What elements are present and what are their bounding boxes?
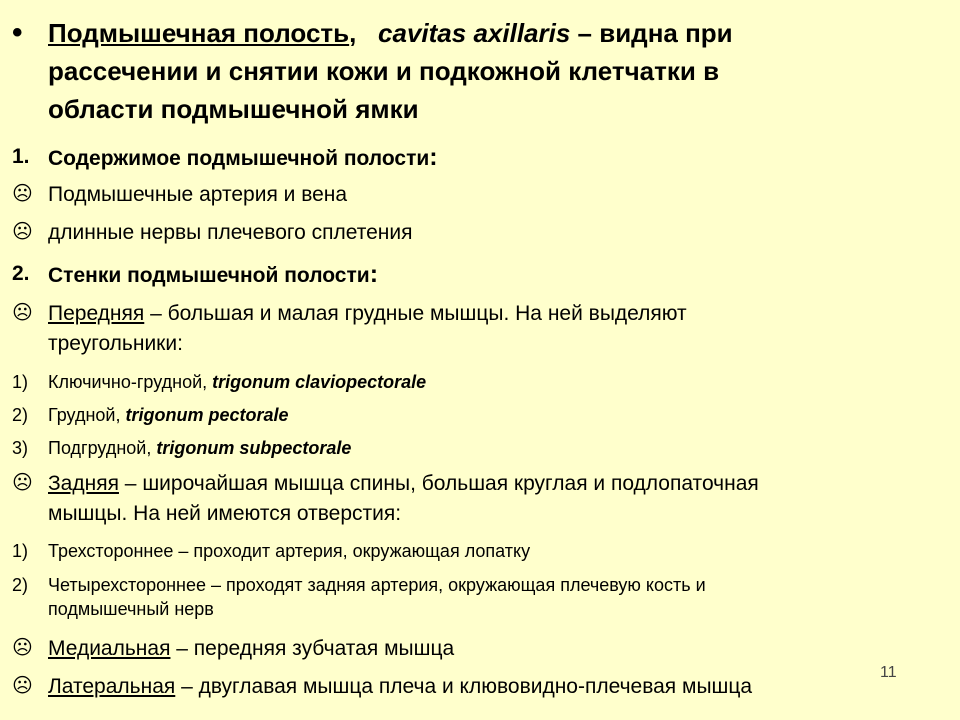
sub-list-number: 1) [12, 372, 29, 392]
sub-item-text-2: подмышечный нерв [48, 599, 214, 619]
heading-line-3: области подмышечной ямки [48, 94, 419, 124]
section-2-colon: : [369, 260, 379, 288]
page-number: 11 [880, 664, 897, 681]
sub-list-item [12, 573, 950, 621]
heading-term-lat: cavitas axillaris [378, 18, 571, 48]
sub-item-ru: Грудной, [48, 405, 126, 425]
wall-lateral [12, 672, 950, 702]
section-1-header [12, 144, 950, 172]
list-item [12, 218, 950, 248]
wall-lateral-desc: – двуглавая мышца плеча и клювовидно-плечевая мышца [175, 675, 753, 698]
bullet-dot: • [12, 16, 23, 49]
frown-bullet-icon: ☹ [12, 221, 33, 243]
wall-medial-desc: – передняя зубчатая мышца [170, 637, 455, 660]
sub-list-item [12, 370, 950, 394]
sub-list-item [12, 539, 950, 563]
frown-bullet-icon: ☹ [12, 472, 33, 494]
list-item-text: Подмышечные артерия и вена [48, 183, 348, 206]
frown-bullet-icon: ☹ [12, 637, 33, 659]
sub-item-lat: trigonum subpectorale [156, 438, 352, 458]
section-1-number: 1. [12, 145, 30, 168]
sub-list-number: 2) [12, 575, 29, 595]
sub-list-item [12, 403, 950, 427]
frown-bullet-icon: ☹ [12, 675, 33, 697]
sub-item-lat: trigonum clavіopectorale [212, 372, 427, 392]
sub-item-lat: trigonum pectorale [125, 405, 289, 425]
wall-anterior-desc-2: треугольники: [48, 332, 183, 355]
sub-item-text: Трехстороннее – проходит артерия, окружающая лопатку [48, 541, 531, 561]
sub-item-ru: Подгрудной, [48, 438, 157, 458]
wall-lateral-name: Латеральная [48, 675, 176, 698]
wall-medial [12, 634, 950, 664]
sub-list-number: 2) [12, 405, 29, 425]
section-2-header [12, 261, 950, 289]
list-item [12, 180, 950, 210]
wall-posterior-desc-2: мышцы. На ней имеются отверстия: [48, 502, 402, 525]
heading-text [48, 14, 950, 128]
sub-item-text: Четырехстороннее – проходят задняя артерия, окружающая плечевую кость и [48, 575, 706, 595]
wall-anterior-name: Передняя [48, 302, 145, 325]
sub-list-item [12, 436, 950, 460]
sub-list-number: 1) [12, 541, 29, 561]
sub-item-ru: Ключично-грудной, [48, 372, 213, 392]
section-1-colon: : [429, 143, 438, 171]
section-1-label: Содержимое подмышечной полости [48, 147, 430, 170]
frown-bullet-icon: ☹ [12, 302, 33, 324]
wall-posterior-desc: – широчайшая мышца спины, большая круглая и подлопаточная [118, 472, 759, 495]
wall-anterior [12, 299, 950, 359]
section-2-number: 2. [12, 262, 30, 285]
list-item-text: длинные нервы плечевого сплетения [48, 221, 413, 244]
wall-medial-name: Медиальная [48, 637, 171, 660]
heading-rest: – видна при [570, 18, 733, 48]
frown-bullet-icon: ☹ [12, 183, 33, 205]
wall-posterior [12, 469, 950, 529]
wall-posterior-name: Задняя [48, 472, 119, 495]
heading-comma: , [349, 18, 357, 48]
wall-anterior-desc: – большая и малая грудные мышцы. На ней выделяют [144, 302, 687, 325]
section-2-label: Стенки подмышечной полости [48, 264, 370, 287]
heading-line-2: рассечении и снятии кожи и подкожной клетчатки в [48, 56, 720, 86]
sub-list-number: 3) [12, 438, 29, 458]
slide-heading [12, 14, 950, 128]
heading-term-ru: Подмышечная полость [48, 18, 350, 48]
